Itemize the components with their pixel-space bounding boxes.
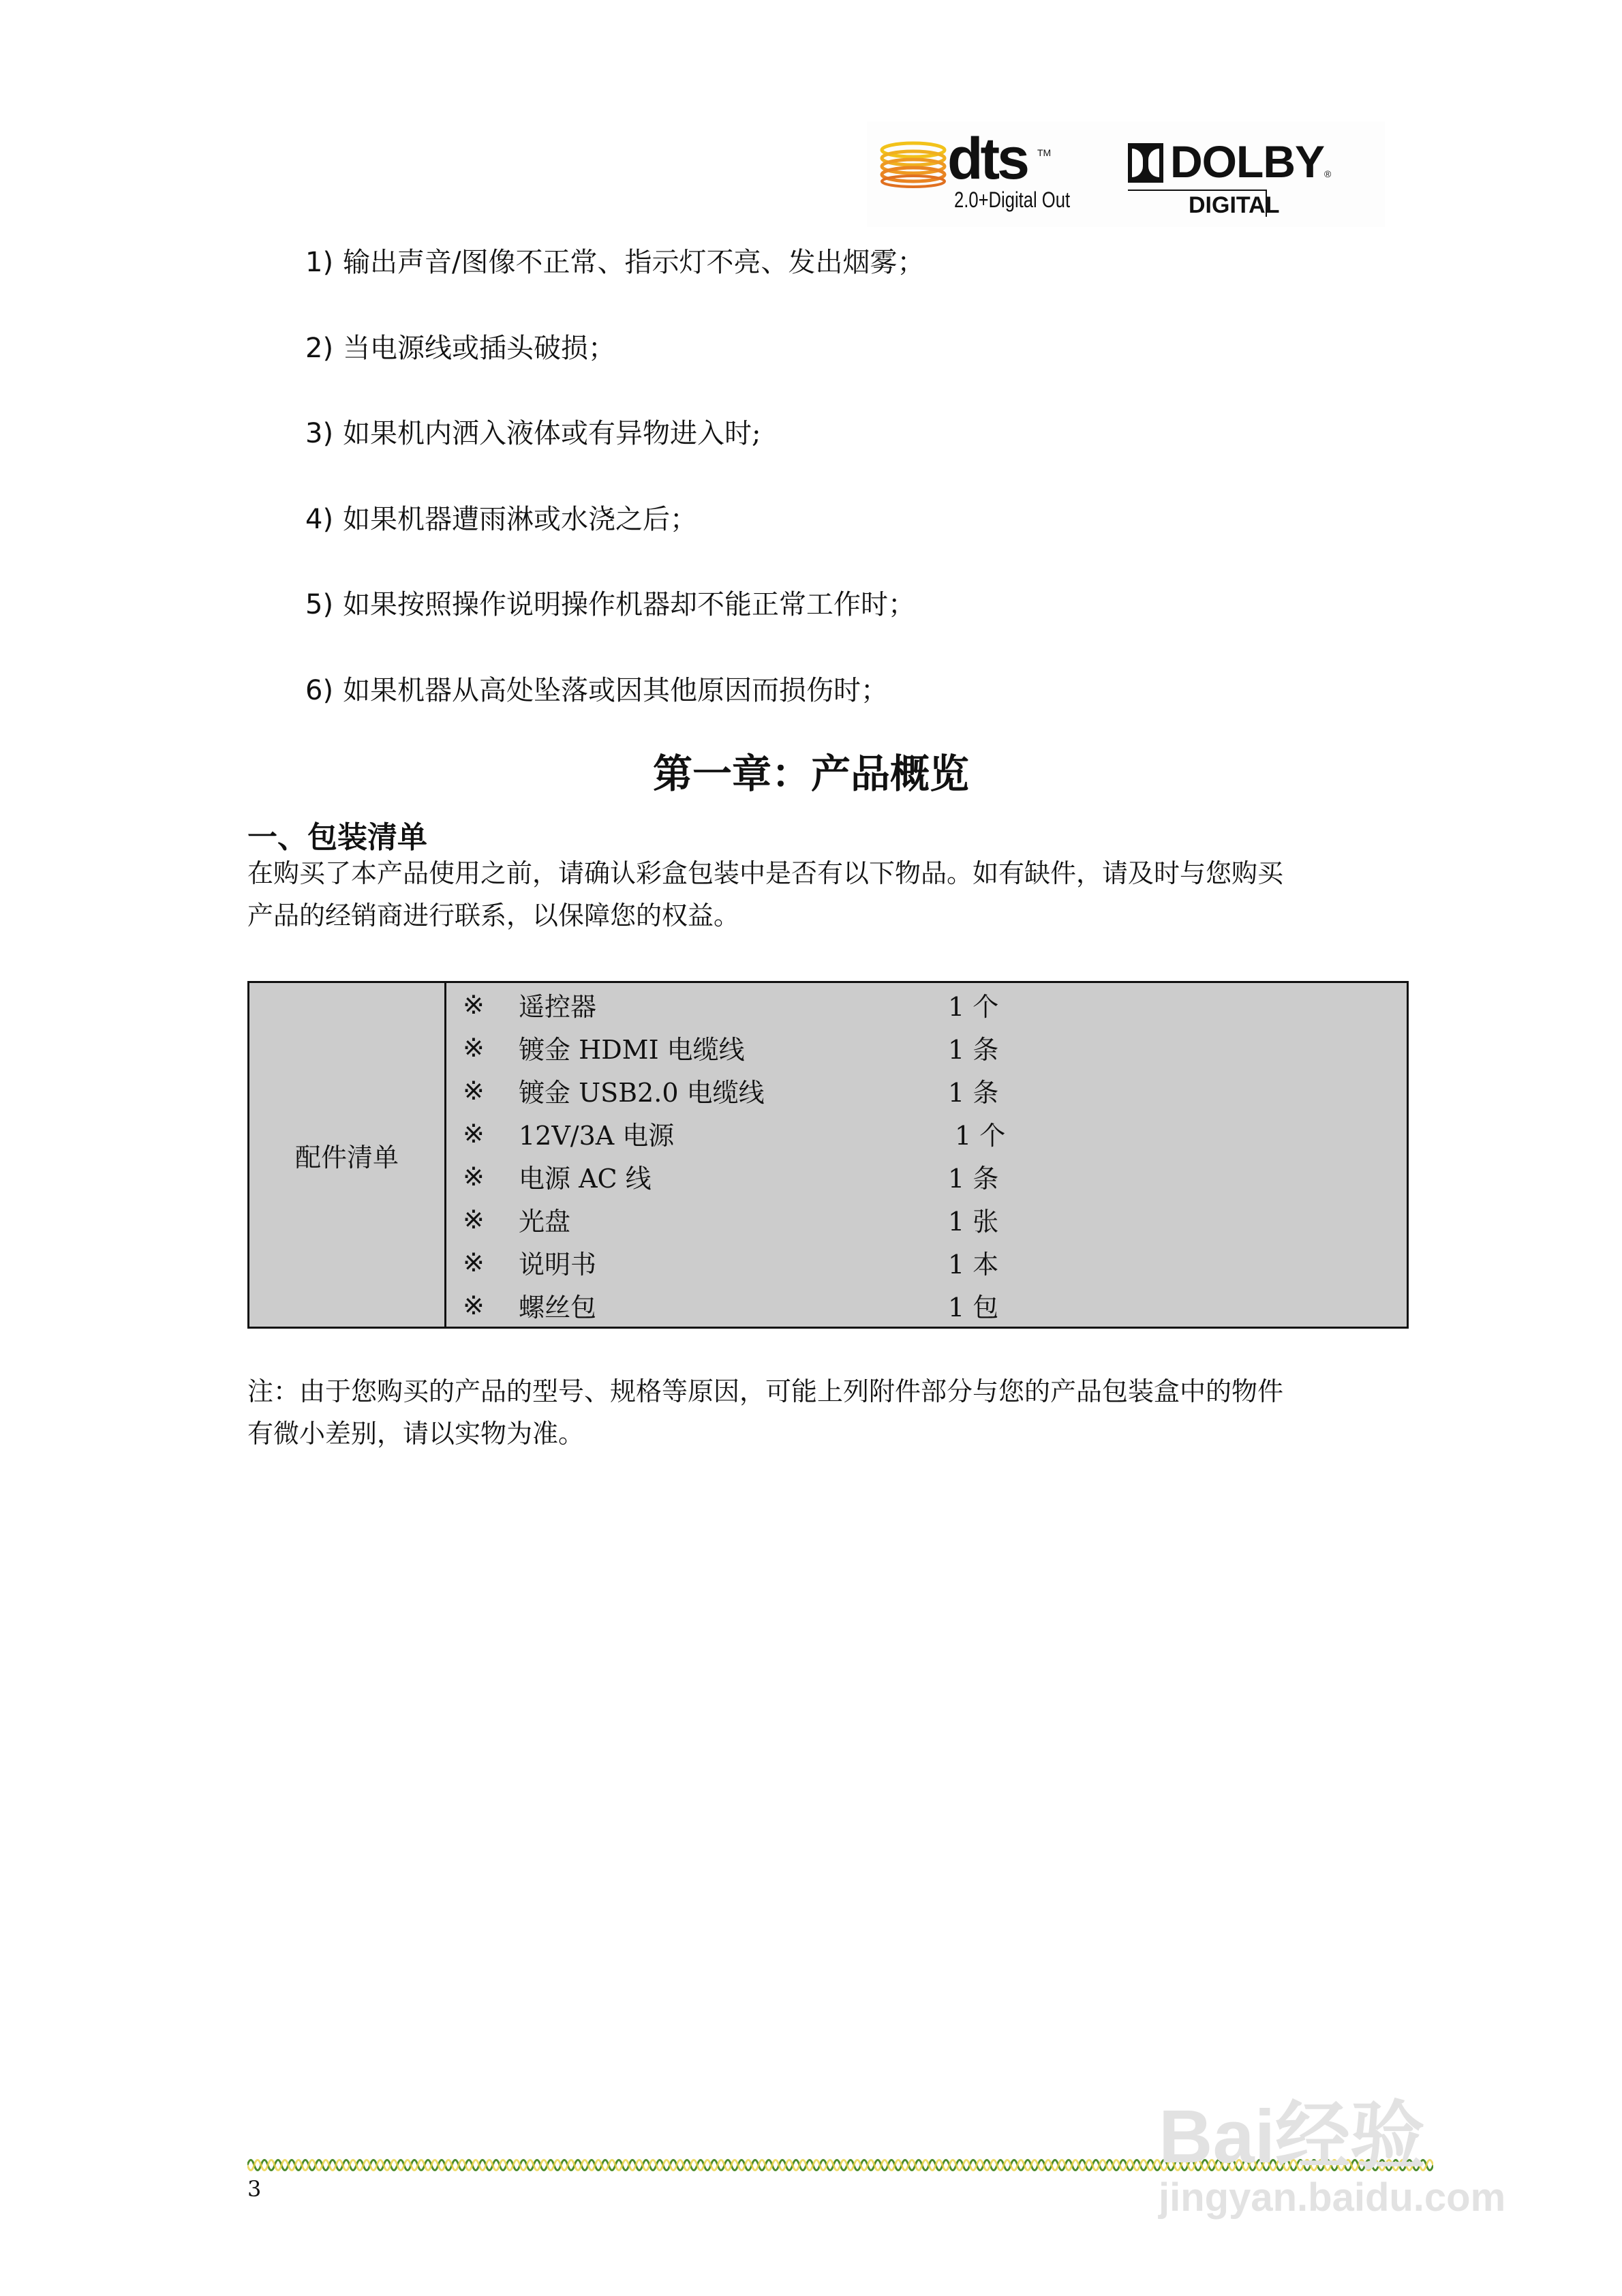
warning-item: 5) 如果按照操作说明操作机器却不能正常工作时；: [305, 589, 916, 620]
table-row: ※ 镀金 USB2.0 电缆线 1 条: [463, 1075, 999, 1108]
table-row: ※ 光盘 1 张: [463, 1204, 999, 1237]
dts-subtitle: 2.0+Digital Out: [954, 187, 1071, 212]
warning-item: 3) 如果机内洒入液体或有异物进入时;: [305, 418, 761, 449]
warning-item: 4) 如果机器遭雨淋或水浇之后；: [305, 504, 698, 535]
accessories-table: [247, 981, 1409, 1329]
dolby-double-d-icon: [1128, 143, 1163, 183]
dolby-logo-text: DOLBY®: [1170, 136, 1331, 187]
warning-item: 1) 输出声音/图像不正常、指示灯不亮、发出烟雾；: [305, 247, 925, 278]
table-row: ※ 镀金 HDMI 电缆线 1 条: [463, 1032, 999, 1065]
table-row: ※ 螺丝包 1 包: [463, 1290, 999, 1323]
intro-paragraph: 在购买了本产品使用之前，请确认彩盒包装中是否有以下物品。如有缺件，请及时与您购买 产品的经销商进行联系，以保障您的权益。: [247, 858, 1284, 931]
table-row: ※ 说明书 1 本: [463, 1247, 999, 1280]
warning-item: 6) 如果机器从高处坠落或因其他原因而损伤时；: [305, 675, 889, 706]
header-logos: [867, 121, 1385, 227]
note-paragraph: 注：由于您购买的产品的型号、规格等原因，可能上列附件部分与您的产品包装盒中的物件 有微小差别，请以实物为准。: [247, 1376, 1284, 1449]
section-title: 一、包装清单: [247, 820, 427, 855]
table-label: 配件清单: [249, 982, 446, 1328]
table-row: ※ 遥控器 1 个: [463, 989, 999, 1022]
dts-rings-icon: [879, 140, 947, 188]
page-number: 3: [247, 2176, 262, 2202]
dolby-divider: [1128, 190, 1266, 191]
dolby-digital-text: DIGITAL: [1189, 192, 1280, 218]
dts-logo-text: dts: [947, 126, 1027, 192]
table-row: ※ 12V/3A 电源 1 个: [463, 1118, 1006, 1151]
table-row: ※ 电源 AC 线 1 条: [463, 1161, 999, 1194]
dts-tm: TM: [1037, 147, 1052, 158]
chapter-title: 第一章：产品概览: [652, 751, 969, 797]
warning-item: 2) 当电源线或插头破损；: [305, 333, 616, 364]
baidu-watermark: Bai经验 jingyan.baidu.com: [1159, 2095, 1506, 2220]
